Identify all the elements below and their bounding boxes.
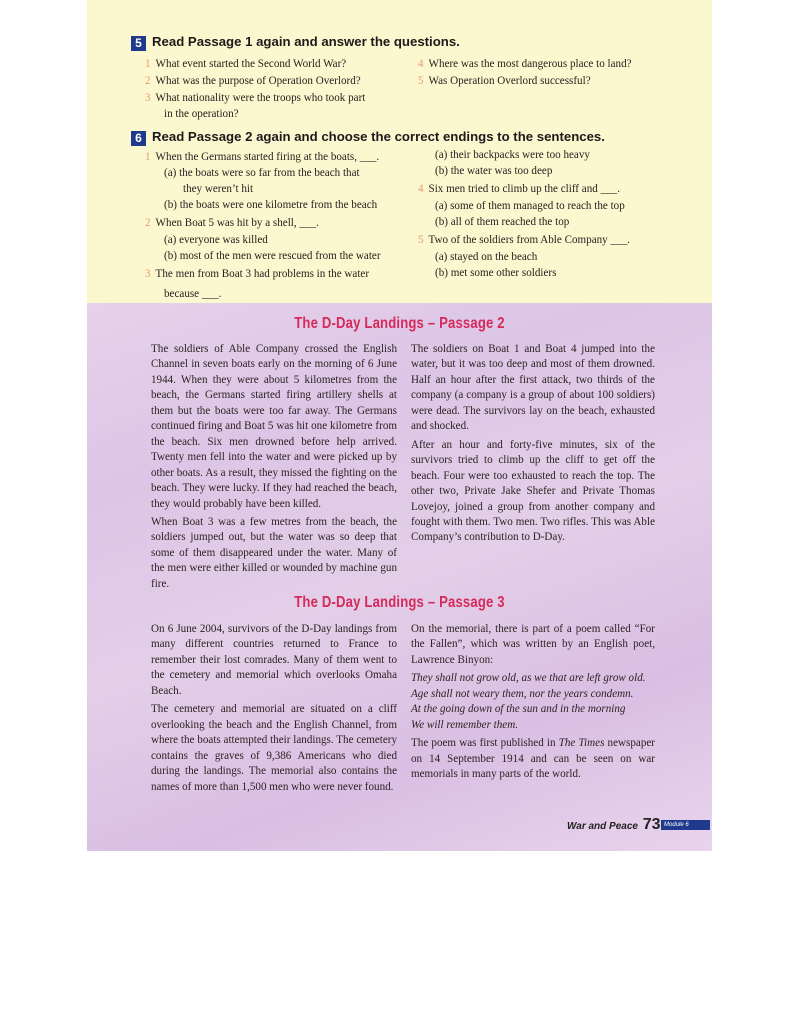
sentence-number: 2 — [145, 217, 151, 229]
question-5 — [418, 74, 591, 89]
sentence-number: 1 — [145, 151, 151, 163]
passage-2-paragraph-1: The soldiers of Able Company crossed the English Channel in seven boats early on the morning of 6 June 1944. When they were about 5 kilometres from the beach, the Germans started firing artillery shells at them but the boats were too far away. The Germans continued firing and Boat 5 was hit one kilometre from the beach. Six men drowned before help arrived. Twenty men fell into the water and were picked up by other boats. As a result, they missed the fighting on the beach. They were lucky. If they had reached the beach, they would probably have been killed. — [151, 343, 397, 510]
passage-2-left-column — [151, 342, 397, 595]
passage-2-paragraph-3: The soldiers on Boat 1 and Boat 4 jumped into the water, but it was too deep and most of them drowned. Half an hour after the first attack, two thirds of the company (a company is a group of about 100 soldiers) were dead. The survivors lay on the beach, exhausted and shocked. — [411, 343, 655, 433]
sentence-5 — [418, 233, 630, 248]
sentence-5-option-b: (b) met some other soldiers — [435, 267, 557, 279]
exercise-6-title: Read Passage 2 again and choose the correct endings to the sentences. — [152, 129, 605, 144]
question-3 — [145, 91, 365, 106]
question-text: What event started the Second World War? — [155, 58, 347, 70]
sentence-2 — [145, 216, 319, 231]
question-text: Where was the most dangerous place to land? — [428, 58, 632, 70]
passage-3-paragraph-1: On 6 June 2004, survivors of the D-Day landings from many different countries returned to France to remember their lost comrades. Many of them went to the cemetery and memorial which overlooks Omaha Beach. — [151, 623, 397, 697]
page-number: 73 — [642, 816, 661, 833]
exercise-5-title: Read Passage 1 again and answer the questions. — [152, 34, 460, 49]
question-number: 5 — [418, 75, 424, 87]
exercise-6-heading — [131, 129, 605, 146]
question-3-continued: in the operation? — [164, 108, 239, 120]
sentence-text: When the Germans started firing at the boats, ___. — [155, 151, 380, 163]
poem — [411, 671, 655, 733]
passage-3-left-column — [151, 622, 397, 798]
sentence-text: Two of the soldiers from Able Company ___. — [428, 234, 630, 246]
passage-3-paragraph-2: The cemetery and memorial are situated on a cliff overlooking the beach and the English Channel, from where the boats attempted their landings. The cemetery contains the graves of 9,386 Americans who died during the landings. The memorial also contains the names of more than 1,500 men who were never found. — [151, 703, 397, 793]
exercise-6-badge: 6 — [131, 131, 146, 146]
passage-3-title: The D-Day Landings – Passage 3 — [294, 594, 505, 611]
question-4 — [418, 57, 632, 72]
sentence-3-option-a: (a) their backpacks were too heavy — [435, 149, 590, 161]
page-footer — [567, 816, 661, 834]
passage-3-right-column — [411, 622, 655, 786]
sentence-number: 5 — [418, 234, 424, 246]
sentence-text: When Boat 5 was hit by a shell, ___. — [155, 217, 319, 229]
sentence-4-option-b: (b) all of them reached the top — [435, 216, 570, 228]
sentence-4 — [418, 182, 620, 197]
sentence-4-option-a: (a) some of them managed to reach the top — [435, 200, 625, 212]
sentence-number: 3 — [145, 268, 151, 280]
sentence-3-continued: because ___. — [164, 288, 222, 300]
sentence-number: 4 — [418, 183, 424, 195]
module-tag: Module 6 — [661, 820, 710, 830]
sentence-2-option-b: (b) most of the men were rescued from the water — [164, 250, 381, 262]
paragraph-text: The poem was first published in — [411, 737, 559, 750]
passage-3-paragraph-3: On the memorial, there is part of a poem called “For the Fallen”, which was written by an English poet, Lawrence Binyon: — [411, 623, 655, 666]
question-number: 2 — [145, 75, 151, 87]
question-1 — [145, 57, 346, 72]
sentence-1-option-a-continued: they weren’t hit — [183, 183, 254, 195]
sentence-1 — [145, 150, 379, 165]
sentence-1-option-b: (b) the boats were one kilometre from the beach — [164, 199, 378, 211]
passages-panel — [87, 303, 712, 851]
sentence-5-option-a: (a) stayed on the beach — [435, 251, 538, 263]
poem-line-1: They shall not grow old, as we that are left grow old. — [411, 672, 646, 685]
poem-line-3: At the going down of the sun and in the morning — [411, 703, 626, 716]
newspaper-name: The Times — [558, 737, 605, 750]
question-2 — [145, 74, 361, 89]
question-text: What nationality were the troops who took part — [155, 92, 366, 104]
paragraph-text: newspaper on 14 September 1914 and can be seen on war memorials in many parts of the world. — [411, 737, 655, 781]
passage-2-title: The D-Day Landings – Passage 2 — [294, 315, 505, 332]
question-number: 3 — [145, 92, 151, 104]
exercise-5-badge: 5 — [131, 36, 146, 51]
sentence-3 — [145, 267, 369, 282]
sentence-text: Six men tried to climb up the cliff and ___. — [428, 183, 620, 195]
question-text: Was Operation Overlord successful? — [428, 75, 591, 87]
poem-line-4: We will remember them. — [411, 718, 519, 731]
sentence-text: The men from Boat 3 had problems in the water — [155, 268, 370, 280]
passage-2-paragraph-4: After an hour and forty-five minutes, six of the survivors tried to climb up the cliff to get off the beach. Four were too exhausted to reach the top. The other two, Private Jake Shefer and Private Thomas Lovejoy, joined a group from another company and fought with them. Two men. Two rifles. This was Able Company’s contribution to D-Day. — [411, 438, 655, 544]
footer-label: War and Peace — [567, 821, 638, 832]
passage-3-paragraph-4 — [411, 736, 655, 782]
poem-line-2: Age shall not weary them, nor the years condemn. — [411, 687, 634, 700]
sentence-1-option-a: (a) the boats were so far from the beach that — [164, 167, 360, 179]
textbook-page — [87, 0, 712, 851]
sentence-2-option-a: (a) everyone was killed — [164, 234, 268, 246]
question-number: 1 — [145, 58, 151, 70]
exercise-5-heading — [131, 34, 460, 51]
sentence-3-option-b: (b) the water was too deep — [435, 165, 553, 177]
question-number: 4 — [418, 58, 424, 70]
passage-2-paragraph-2: When Boat 3 was a few metres from the beach, the soldiers jumped out, but the water was so deep that some of them disappeared under the water. Many of the men were either killed or wounded by machine gun fire. — [151, 515, 397, 590]
passage-2-right-column — [411, 342, 655, 549]
question-text: What was the purpose of Operation Overlord? — [155, 75, 361, 87]
